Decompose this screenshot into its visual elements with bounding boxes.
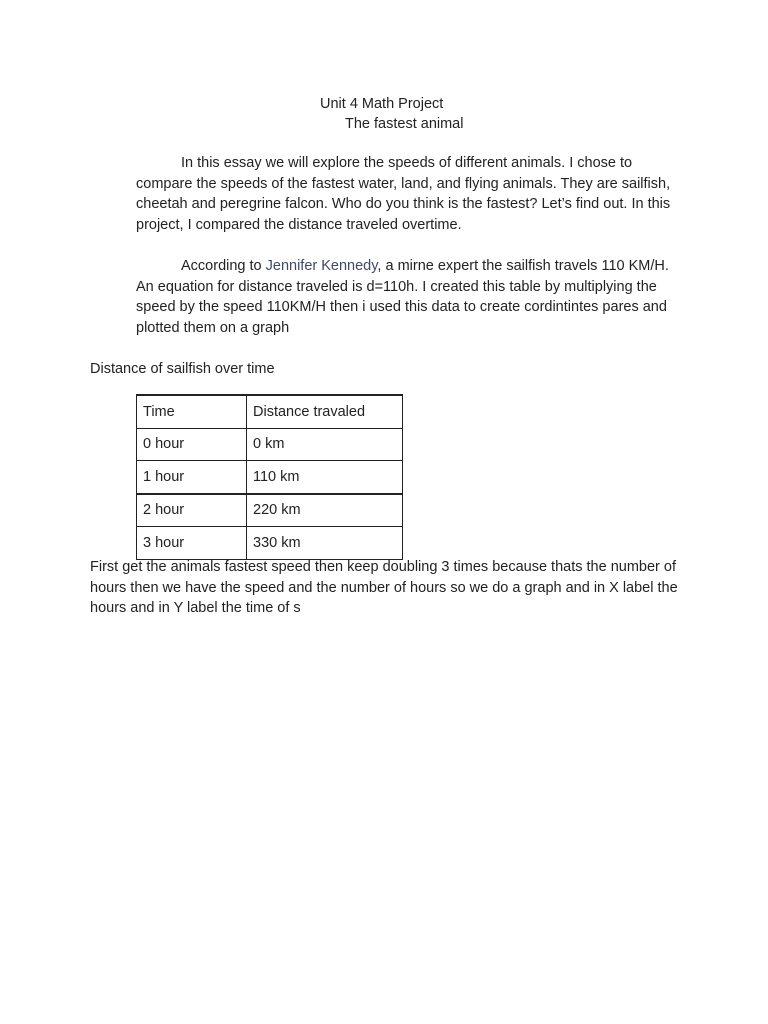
table-header-row <box>137 395 403 428</box>
table-row <box>137 494 403 527</box>
table-caption: Distance of sailfish over time <box>90 361 275 377</box>
table-cell: 110 km <box>247 461 403 494</box>
table-cell: 330 km <box>247 527 403 560</box>
table-cell: 220 km <box>247 494 403 527</box>
table-cell: 0 km <box>247 428 403 461</box>
table-row <box>137 527 403 560</box>
table-cell: 3 hour <box>137 527 247 560</box>
table-header-cell: Distance travaled <box>247 395 403 428</box>
intro-paragraph <box>136 153 684 236</box>
document-title: Unit 4 Math Project <box>320 96 444 112</box>
table-cell: 2 hour <box>137 494 247 527</box>
source-paragraph-suffix: , a mirne expert the sailfish travels 110 KM/H. An equation for distance traveled is d=110h. I created this table by multiplying the speed by the speed 110KM/H then i used this data to create cordintintes pares and plotted them on a graph <box>136 258 669 337</box>
table-header-cell: Time <box>137 395 247 428</box>
document-subtitle: The fastest animal <box>345 116 464 132</box>
intro-paragraph-text: In this essay we will explore the speeds of different animals. I chose to compare the speeds of the fastest water, land, and flying animals. They are sailfish, cheetah and peregrine falcon. Who do you think is the fastest? Let’s find out. In this project, I compared the distance traveled overtime. <box>136 155 671 234</box>
author-link[interactable]: Jennifer Kennedy <box>265 258 378 274</box>
distance-table <box>136 394 403 560</box>
table-row <box>137 461 403 494</box>
table-cell: 0 hour <box>137 428 247 461</box>
table-cell: 1 hour <box>137 461 247 494</box>
method-paragraph: First get the animals fastest speed then keep doubling 3 times because thats the number of hours then we have the speed and the number of hours so we do a graph and in X label the hours and in Y label the time of s <box>90 559 678 617</box>
source-paragraph-prefix: According to <box>181 258 266 274</box>
source-paragraph <box>136 256 684 339</box>
table-row <box>137 428 403 461</box>
